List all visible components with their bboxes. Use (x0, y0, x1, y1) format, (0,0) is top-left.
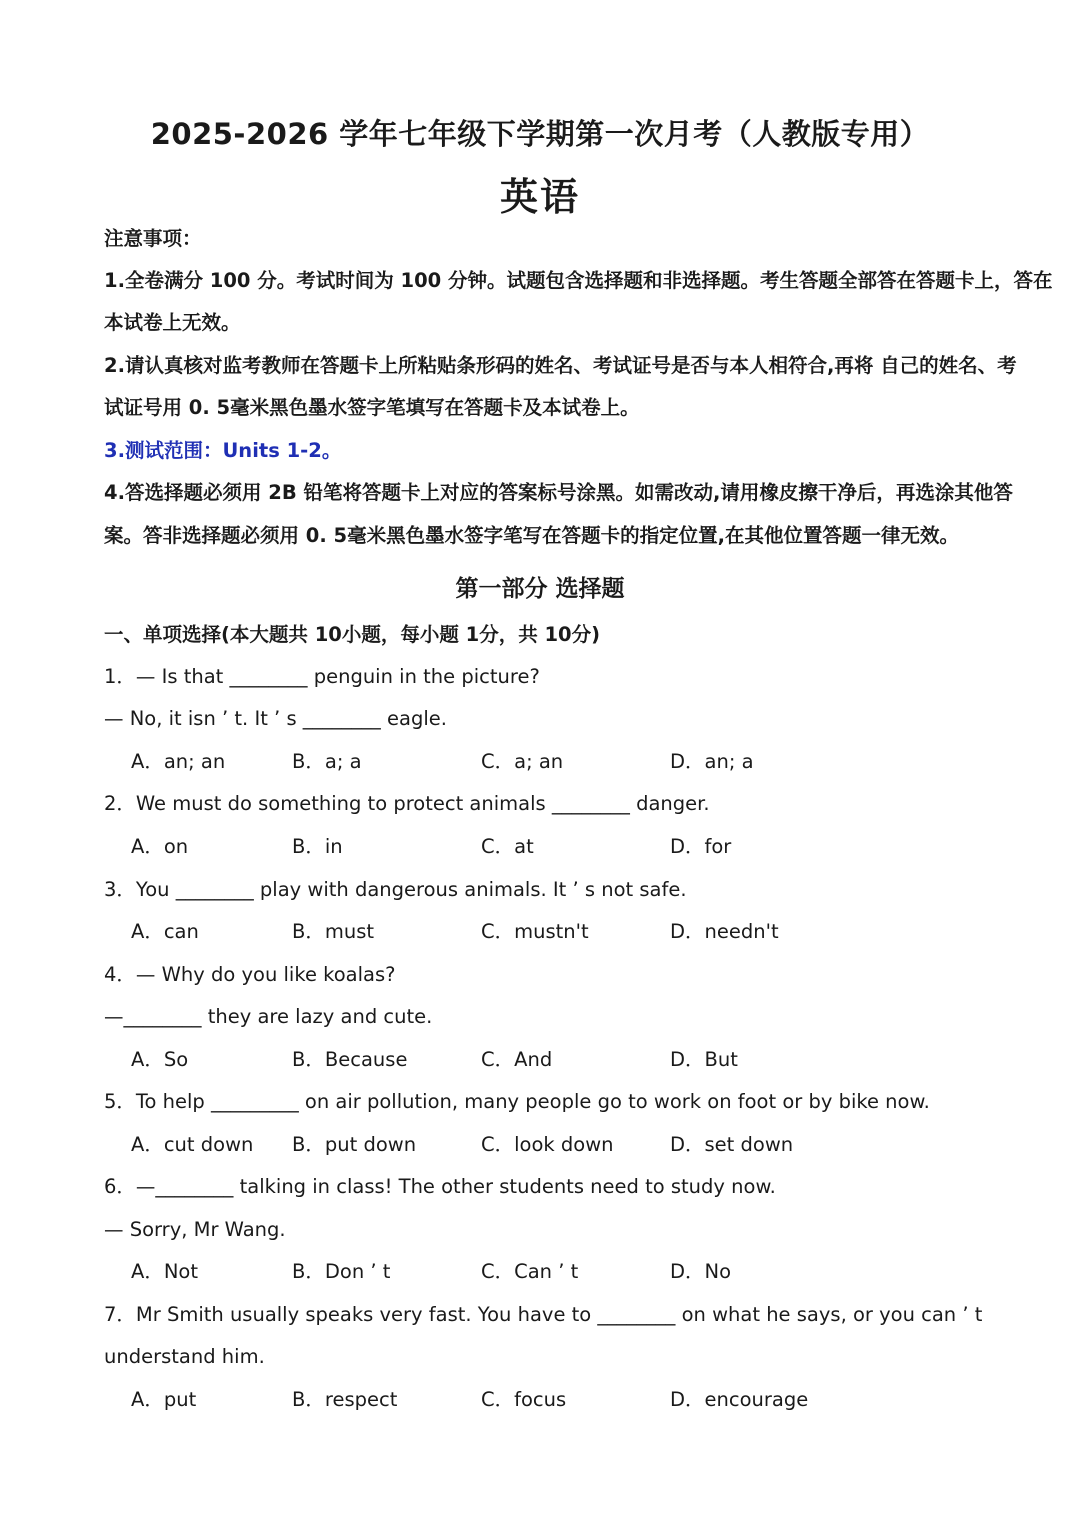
question-7-options (0, 1386, 1080, 1414)
notice-item-1-line-2: 本试卷上无效。 (104, 311, 241, 334)
question-6-options (0, 1258, 1080, 1286)
option-c: C．And (481, 1048, 553, 1071)
section-1-title: 一、单项选择(本大题共 10小题，每小题 1分，共 10分) (104, 623, 601, 646)
option-b: B．put down (292, 1133, 417, 1156)
subject-title: 英语 (499, 175, 580, 219)
option-c: C．Can ’ t (481, 1260, 579, 1283)
notice-item-4-line-2: 案。答非选择题必须用 0. 5毫米黑色墨水签字笔写在答题卡的指定位置,在其他位置答题一律无效。 (104, 524, 960, 547)
question-1-options (0, 748, 1080, 776)
option-d: D．needn't (670, 920, 779, 943)
exam-title: 2025-2026 学年七年级下学期第一次月考（人教版专用） (150, 117, 930, 151)
question-3-line-1: 3．You ________ play with dangerous animals. It ’ s not safe. (104, 878, 687, 901)
question-5-line-1: 5．To help _________ on air pollution, many people go to work on foot or by bike now. (104, 1090, 930, 1113)
option-a: A．can (131, 920, 199, 943)
question-4-line-1: 4．— Why do you like koalas? (104, 963, 396, 986)
question-1-line-2: — No, it isn ’ t. It ’ s ________ eagle. (104, 707, 447, 730)
part-1-title: 第一部分 选择题 (455, 576, 625, 602)
question-7-line-1: 7．Mr Smith usually speaks very fast. You have to ________ on what he says, or you can ’ t (104, 1303, 983, 1326)
option-c: C．focus (481, 1388, 567, 1411)
option-c: C．at (481, 835, 534, 858)
option-b: B．Because (292, 1048, 408, 1071)
question-4-line-2: —________ they are lazy and cute. (104, 1005, 433, 1028)
option-d: D．encourage (670, 1388, 809, 1411)
option-a: A．an; an (131, 750, 226, 773)
question-4-options (0, 1046, 1080, 1074)
notice-item-2-line-2: 试证号用 0. 5毫米黑色墨水签字笔填写在答题卡及本试卷上。 (104, 396, 640, 419)
option-c: C．a; an (481, 750, 564, 773)
option-a: A．put (131, 1388, 197, 1411)
option-b: B．a; a (292, 750, 362, 773)
option-b: B．respect (292, 1388, 398, 1411)
option-b: B．Don ’ t (292, 1260, 391, 1283)
question-1-line-1: 1．— Is that ________ penguin in the picture? (104, 665, 540, 688)
question-5-options (0, 1131, 1080, 1159)
notice-item-4-line-1: 4.答选择题必须用 2B 铅笔将答题卡上对应的答案标号涂黑。如需改动,请用橡皮擦干净后，再选涂其他答 (104, 481, 1013, 504)
notice-item-3-scope: 3.测试范围：Units 1-2。 (104, 439, 342, 462)
question-3-options (0, 918, 1080, 946)
option-d: D．But (670, 1048, 738, 1071)
question-7-line-2: understand him. (104, 1345, 265, 1368)
option-b: B．in (292, 835, 343, 858)
question-2-options (0, 833, 1080, 861)
option-c: C．look down (481, 1133, 614, 1156)
notice-item-2-line-1: 2.请认真核对监考教师在答题卡上所粘贴条形码的姓名、考试证号是否与本人相符合,再将 自己的姓名、考 (104, 354, 1017, 377)
question-6-line-2: — Sorry, Mr Wang. (104, 1218, 286, 1241)
notice-item-1-line-1: 1.全卷满分 100 分。考试时间为 100 分钟。试题包含选择题和非选择题。考生答题全部答在答题卡上，答在 (104, 269, 1053, 292)
option-b: B．must (292, 920, 375, 943)
option-a: A．on (131, 835, 189, 858)
option-d: D．No (670, 1260, 732, 1283)
option-c: C．mustn't (481, 920, 589, 943)
question-6-line-1: 6．—________ talking in class! The other students need to study now. (104, 1175, 776, 1198)
option-a: A．cut down (131, 1133, 254, 1156)
option-d: D．for (670, 835, 732, 858)
option-d: D．an; a (670, 750, 754, 773)
option-a: A．Not (131, 1260, 199, 1283)
option-a: A．So (131, 1048, 189, 1071)
option-d: D．set down (670, 1133, 794, 1156)
notice-heading: 注意事项： (104, 227, 202, 250)
question-2-line-1: 2．We must do something to protect animals ________ danger. (104, 792, 710, 815)
